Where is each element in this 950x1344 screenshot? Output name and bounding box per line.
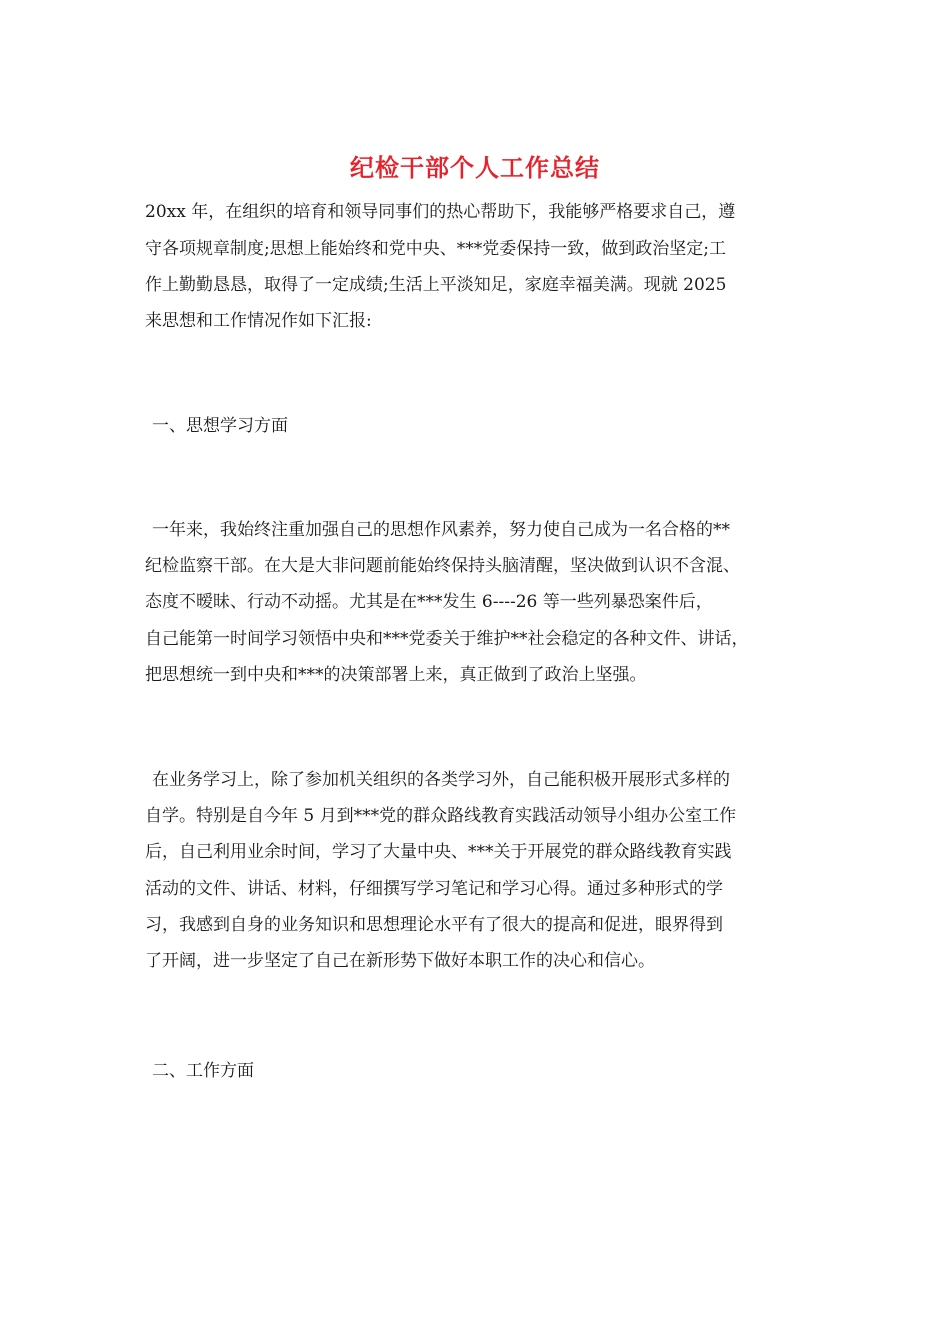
paragraph-2-line: 活动的文件、讲话、材料，仔细撰写学习笔记和学习心得。通过多种形式的学 [145, 879, 723, 899]
section-heading-1: 一、思想学习方面 [152, 416, 288, 436]
paragraph-1-line: 纪检监察干部。在大是大非问题前能始终保持头脑清醒，坚决做到认识不含混、 [145, 556, 740, 576]
document-title: 纪检干部个人工作总结 [350, 153, 600, 182]
section-heading-2: 二、工作方面 [152, 1061, 254, 1081]
intro-line: 20xx 年，在组织的培育和领导同事们的热心帮助下，我能够严格要求自己，遵 [145, 202, 736, 222]
paragraph-2-line: 在业务学习上，除了参加机关组织的各类学习外，自己能积极开展形式多样的 [152, 770, 730, 790]
paragraph-1-line: 一年来，我始终注重加强自己的思想作风素养，努力使自己成为一名合格的** [152, 520, 730, 540]
paragraph-2-line: 习，我感到自身的业务知识和思想理论水平有了很大的提高和促进，眼界得到 [145, 915, 723, 935]
paragraph-2-line: 后，自己利用业余时间，学习了大量中央、***关于开展党的群众路线教育实践 [145, 842, 732, 862]
intro-line: 作上勤勤恳恳，取得了一定成绩;生活上平淡知足，家庭幸福美满。现就 2025 [145, 275, 727, 295]
paragraph-1-line: 态度不暧昧、行动不动摇。尤其是在***发生 6----26 等一些列暴恐案件后， [145, 592, 713, 612]
paragraph-1-line: 把思想统一到中央和***的决策部署上来，真正做到了政治上坚强。 [145, 665, 647, 685]
intro-line: 守各项规章制度;思想上能始终和党中央、***党委保持一致，做到政治坚定;工 [145, 239, 726, 259]
paragraph-2-line: 自学。特别是自今年 5 月到***党的群众路线教育实践活动领导小组办公室工作 [145, 806, 737, 826]
intro-line: 来思想和工作情况作如下汇报: [145, 311, 372, 331]
paragraph-2-line: 了开阔，进一步坚定了自己在新形势下做好本职工作的决心和信心。 [145, 951, 655, 971]
paragraph-1-line: 自己能第一时间学习领悟中央和***党委关于维护**社会稳定的各种文件、讲话， [145, 629, 749, 649]
